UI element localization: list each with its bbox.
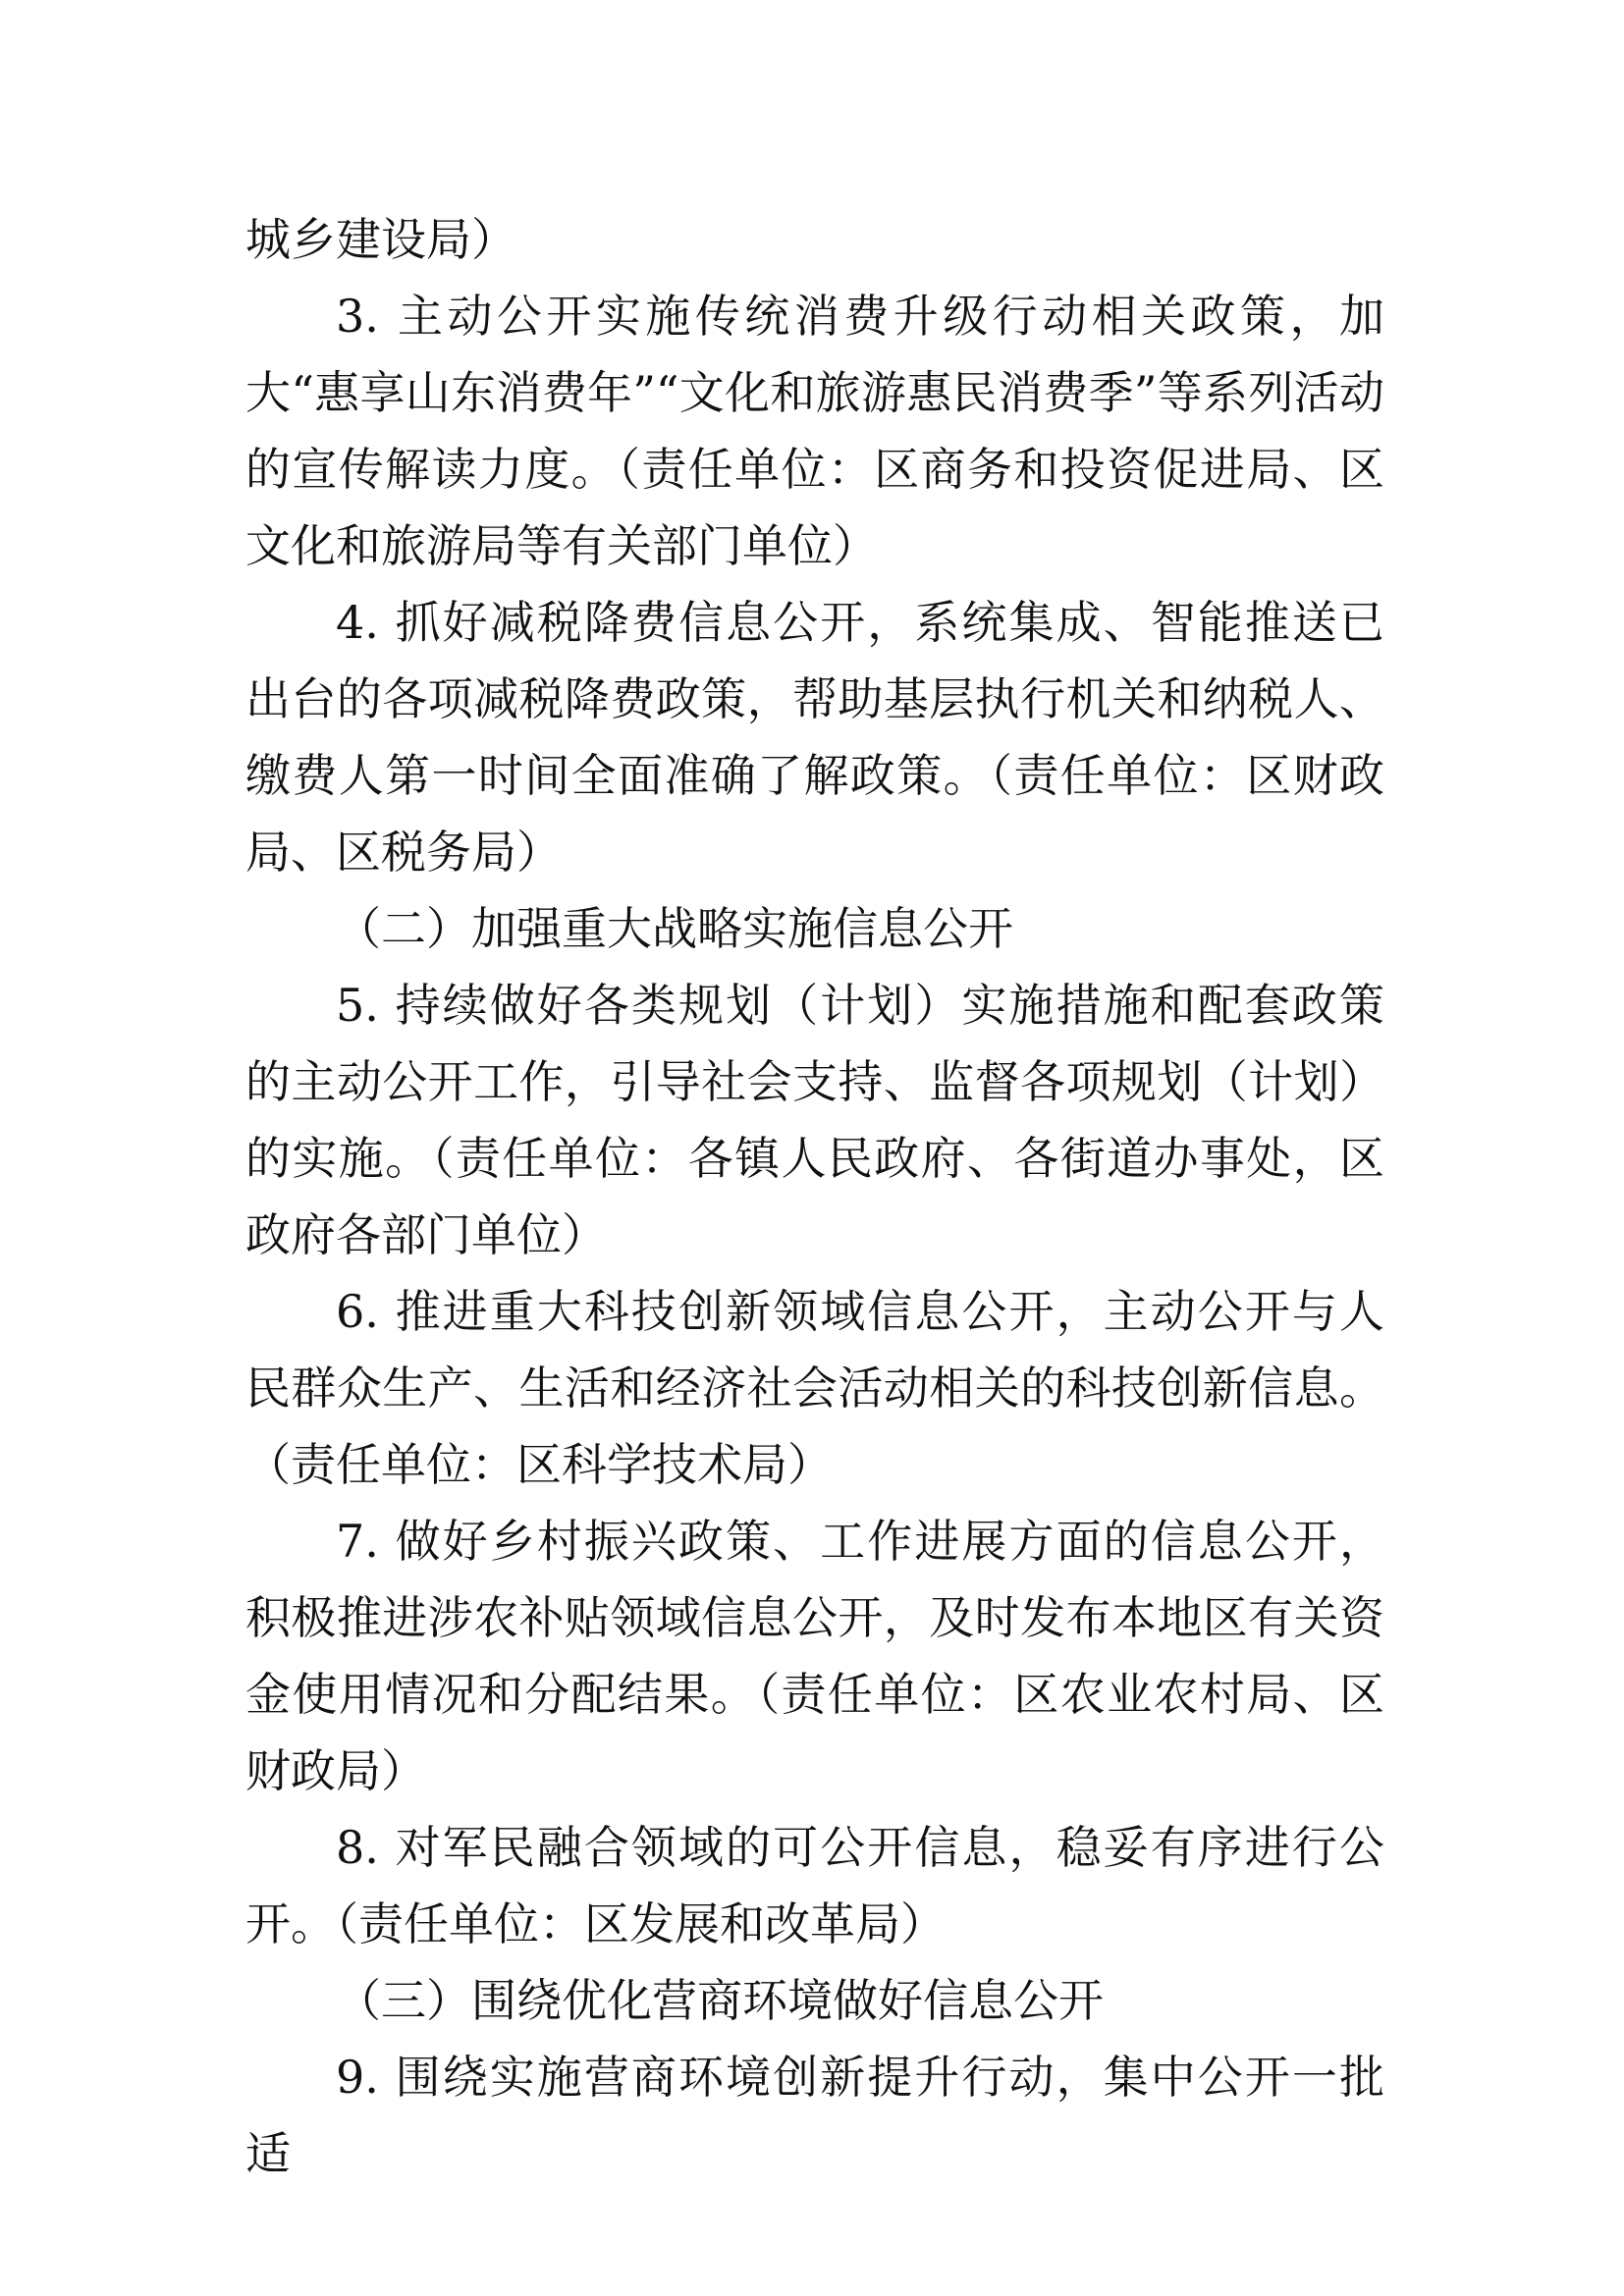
paragraph-item-7: 7. 做好乡村振兴政策、工作进展方面的信息公开，积极推进涉农补贴领域信息公开，及时发布本地区有关资金使用情况和分配结果。（责任单位：区农业农村局、区财政局） bbox=[245, 1515, 1384, 1797]
paragraph-continuation: 城乡建设局） bbox=[245, 213, 516, 266]
paragraph-item-9: 9. 围绕实施营商环境创新提升行动，集中公开一批适 bbox=[245, 2051, 1384, 2180]
paragraph-item-8: 8. 对军民融合领域的可公开信息，稳妥有序进行公开。（责任单位：区发展和改革局） bbox=[245, 1821, 1384, 1950]
section-heading-3: （三）围绕优化营商环境做好信息公开 bbox=[336, 1974, 1104, 2027]
paragraph-item-3: 3. 主动公开实施传统消费升级行动相关政策，加大“惠享山东消费年”“文化和旅游惠民消费季”等系列活动的宣传解读力度。（责任单位：区商务和投资促进局、区文化和旅游局等有关部门单位） bbox=[245, 290, 1384, 572]
document-body bbox=[245, 201, 1384, 2192]
paragraph-item-4: 4. 抓好减税降费信息公开，系统集成、智能推送已出台的各项减税降费政策，帮助基层执行机关和纳税人、缴费人第一时间全面准确了解政策。（责任单位：区财政局、区税务局） bbox=[245, 596, 1384, 879]
paragraph-item-5: 5. 持续做好各类规划（计划）实施措施和配套政策的主动公开工作，引导社会支持、监督各项规划（计划）的实施。（责任单位：各镇人民政府、各街道办事处，区政府各部门单位） bbox=[245, 979, 1384, 1261]
paragraph-item-6: 6. 推进重大科技创新领域信息公开，主动公开与人民群众生产、生活和经济社会活动相关的科技创新信息。（责任单位：区科学技术局） bbox=[245, 1285, 1384, 1491]
section-heading-2: （二）加强重大战略实施信息公开 bbox=[336, 902, 1013, 955]
